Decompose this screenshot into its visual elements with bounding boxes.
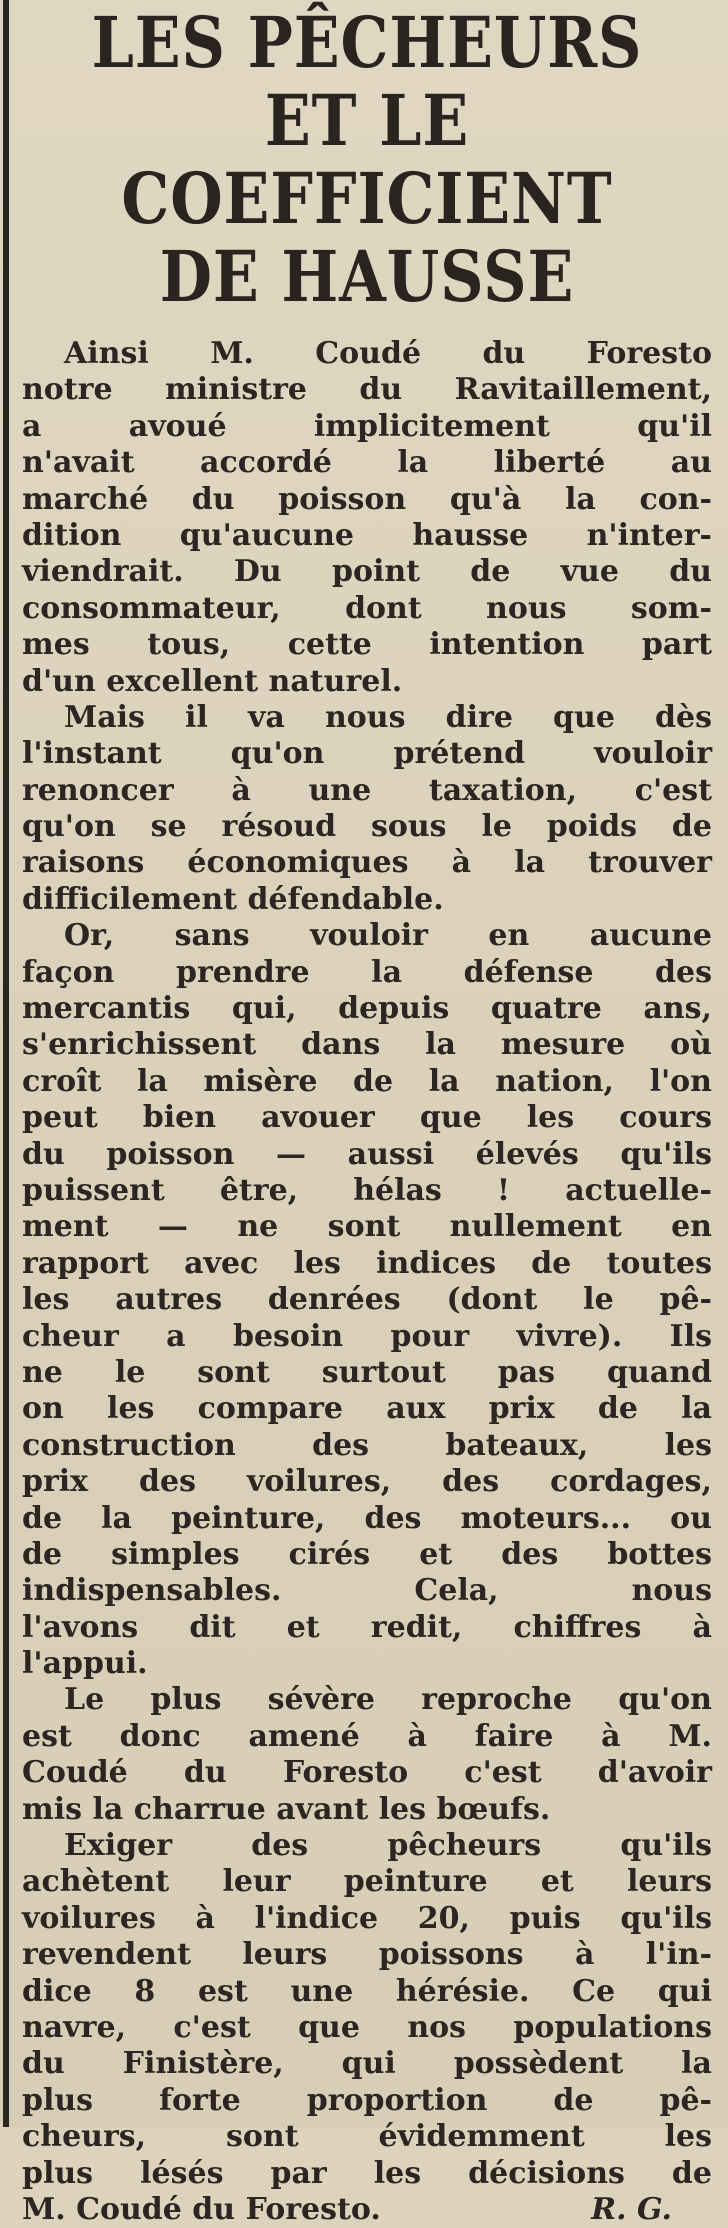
- text-line: dition qu'aucune hausse n'inter-: [22, 517, 712, 553]
- text-line: l'instant qu'on prétend vouloir: [22, 736, 712, 772]
- article: [22, 0, 712, 2228]
- paragraph-4: [22, 1682, 712, 1828]
- text-line: difficilement défendable.: [22, 881, 444, 917]
- text-line: croît la misère de la nation, l'on: [22, 1063, 712, 1099]
- text-line: du poisson — aussi élevés qu'ils: [22, 1136, 712, 1172]
- headline-line-2: ET LE COEFFICIENT: [121, 79, 613, 240]
- text-line: ne le sont surtout pas quand: [22, 1354, 712, 1390]
- text-line: dice 8 est une hérésie. Ce qui: [22, 1973, 712, 2009]
- text-line: de la peinture, des moteurs... ou: [22, 1500, 712, 1536]
- text-line: n'avait accordé la liberté au: [22, 445, 712, 481]
- text-line: Ainsi M. Coudé du Foresto: [64, 336, 712, 371]
- text-line: plus lésés par les décisions de: [22, 2155, 712, 2191]
- text-line: prix des voilures, des cordages,: [22, 1464, 712, 1500]
- text-line: mercantis qui, depuis quatre ans,: [22, 991, 712, 1027]
- author-signature: R. G.: [591, 2191, 672, 2227]
- text-line: raisons économiques à la trouver: [22, 845, 712, 881]
- text-line: cheur a besoin pour vivre). Ils: [22, 1318, 712, 1354]
- paragraph-5: [22, 1828, 712, 2192]
- text-line: du Finistère, qui possèdent la: [22, 2046, 712, 2082]
- text-line: de simples cirés et des bottes: [22, 1536, 712, 1572]
- text-line: navre, c'est que nos populations: [22, 2009, 712, 2045]
- text-line: qu'on se résoud sous le poids de: [22, 809, 712, 845]
- text-line: Le plus sévère reproche qu'on: [64, 1682, 712, 1718]
- signoff-text: M. Coudé du Foresto.: [22, 2191, 381, 2227]
- text-line: rapport avec les indices de toutes: [22, 1245, 712, 1281]
- text-line: plus forte proportion de pê-: [22, 2082, 712, 2118]
- text-line: ment — ne sont nullement en: [22, 1209, 712, 1245]
- headline-line-1: LES PÊCHEURS: [91, 1, 643, 84]
- text-line: s'enrichissent dans la mesure où: [22, 1027, 712, 1063]
- article-body: [22, 336, 712, 2228]
- text-line: indispensables. Cela, nous: [22, 1573, 712, 1609]
- headline: [70, 0, 663, 316]
- headline-line-3: DE HAUSSE: [159, 235, 575, 318]
- text-line: mes tous, cette intention part: [22, 627, 712, 663]
- text-line: voilures à l'indice 20, puis qu'ils: [22, 1900, 712, 1936]
- text-line: puissent être, hélas ! actuelle-: [22, 1172, 712, 1208]
- paragraph-3: [22, 918, 712, 1682]
- text-line: Coudé du Foresto c'est d'avoir: [22, 1755, 712, 1791]
- text-line: consommateur, dont nous som-: [22, 590, 712, 626]
- text-line: achètent leur peinture et leurs: [22, 1864, 712, 1900]
- text-line: notre ministre du Ravitaillement,: [22, 372, 712, 408]
- text-line: cheurs, sont évidemment les: [22, 2119, 712, 2155]
- paragraph-1: [22, 336, 712, 700]
- text-line: Mais il va nous dire que dès: [64, 699, 712, 735]
- paragraph-2: [22, 700, 712, 918]
- text-line: on les compare aux prix de la: [22, 1391, 712, 1427]
- text-line: Or, sans vouloir en aucune: [64, 918, 712, 954]
- text-line: Exiger des pêcheurs qu'ils: [64, 1828, 712, 1864]
- text-line: d'un excellent naturel.: [22, 663, 403, 699]
- text-line: peut bien avouer que les cours: [22, 1100, 712, 1136]
- signoff: [22, 2192, 712, 2228]
- text-line: marché du poisson qu'à la con-: [22, 481, 712, 517]
- text-line: l'appui.: [22, 1646, 148, 1682]
- column-rule: [3, 0, 9, 2127]
- text-line: revendent leurs poissons à l'in-: [22, 1937, 712, 1973]
- text-line: mis la charrue avant les bœufs.: [22, 1791, 551, 1827]
- text-line: est donc amené à faire à M.: [22, 1718, 712, 1754]
- text-line: renoncer à une taxation, c'est: [22, 772, 712, 808]
- text-line: les autres denrées (dont le pê-: [22, 1282, 712, 1318]
- text-line: l'avons dit et redit, chiffres à: [22, 1609, 712, 1645]
- text-line: construction des bateaux, les: [22, 1427, 712, 1463]
- text-line: a avoué implicitement qu'il: [22, 408, 712, 444]
- text-line: façon prendre la défense des: [22, 954, 712, 990]
- text-line: viendrait. Du point de vue du: [22, 554, 712, 590]
